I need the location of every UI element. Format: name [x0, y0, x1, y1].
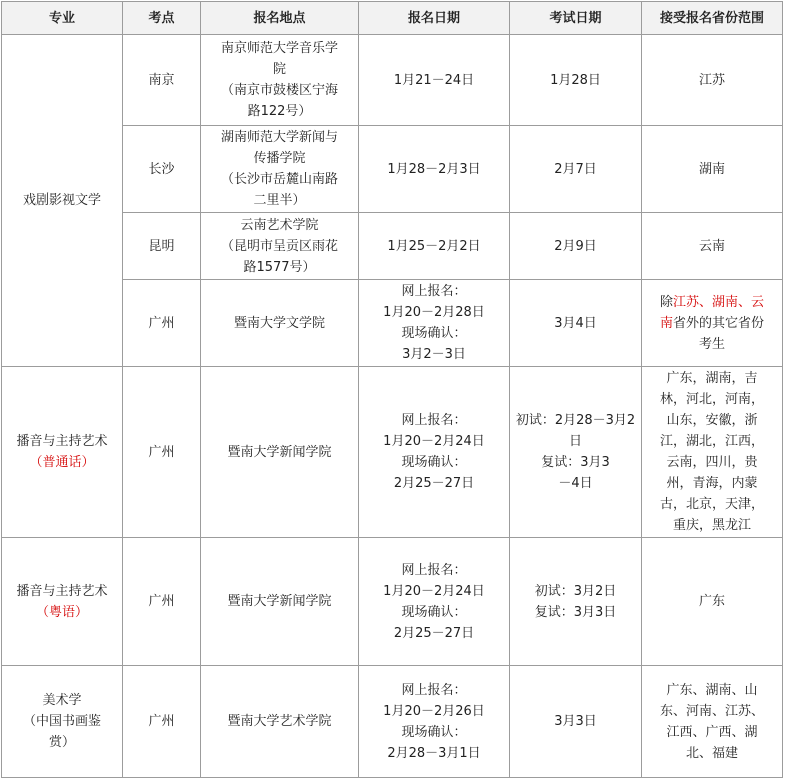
reg-place-line: 暨南大学文学院 — [233, 315, 325, 331]
reg-date-line: 1月28－2月3日 — [387, 161, 481, 177]
provinces-line: 江西、广西、湖 — [666, 724, 758, 740]
reg-date-line: 现场确认： — [401, 326, 467, 341]
site-cell — [123, 538, 201, 666]
reg-place-line: （南京市鼓楼区宁海 — [220, 83, 338, 98]
reg-place-line: 路122号） — [247, 104, 312, 119]
reg-place-cell — [201, 280, 359, 367]
table-row — [2, 538, 783, 666]
header-reg-place: 报名地点 — [201, 2, 359, 35]
reg-date-line: 1月21－24日 — [393, 72, 475, 88]
table-row — [2, 367, 783, 538]
reg-place-line: （昆明市呈贡区雨花 — [220, 238, 338, 254]
major-name: 播音与主持艺术 — [16, 434, 108, 449]
provinces-line: 江苏 — [698, 72, 725, 88]
reg-date-cell — [359, 35, 510, 126]
site-cell — [123, 280, 201, 367]
major-cell — [2, 367, 123, 538]
site-cell — [123, 367, 201, 538]
reg-date-line: 网上报名： — [401, 562, 467, 578]
reg-date-line: 1月20－2月24日 — [383, 434, 485, 449]
site-name: 广州 — [148, 714, 175, 729]
reg-place-line: 院 — [272, 62, 286, 77]
site-name: 长沙 — [148, 161, 175, 177]
exam-date-cell — [510, 35, 642, 126]
provinces-cell — [642, 666, 783, 778]
provinces-line: 广东，湖南，吉 — [666, 371, 758, 386]
site-cell — [123, 213, 201, 280]
site-name: 昆明 — [148, 238, 175, 254]
reg-place-line: 暨南大学新闻学院 — [227, 594, 332, 609]
exam-date-line: 日 — [568, 434, 582, 449]
header-provinces: 接受报名省份范围 — [642, 2, 783, 35]
header-major: 专业 — [2, 2, 123, 35]
exam-date-cell — [510, 367, 642, 538]
provinces-line: 重庆，黑龙江 — [672, 518, 751, 533]
site-name: 南京 — [148, 72, 175, 88]
exam-date-cell — [510, 213, 642, 280]
reg-place-cell — [201, 35, 359, 126]
reg-date-line: 现场确认： — [401, 455, 467, 470]
reg-place-line: 路1577号） — [243, 259, 316, 275]
exam-date-line: 3月3日 — [554, 714, 597, 729]
site-name: 广州 — [148, 594, 175, 609]
reg-date-line: 2月25－27日 — [393, 476, 475, 491]
major-name: 赏） — [48, 735, 75, 750]
reg-place-line: 暨南大学艺术学院 — [227, 714, 332, 729]
provinces-line: 考生 — [698, 336, 725, 352]
reg-place-line: 暨南大学新闻学院 — [227, 444, 332, 460]
major-cell — [2, 538, 123, 666]
reg-place-cell — [201, 213, 359, 280]
provinces-line: 林，河北，河南， — [659, 392, 764, 407]
header-row — [2, 2, 783, 35]
excluded-provinces: 南 — [659, 315, 673, 331]
reg-place-line: （长沙市岳麓山南路 — [220, 172, 338, 187]
reg-date-line: 1月20－2月24日 — [383, 583, 485, 599]
site-cell — [123, 666, 201, 778]
reg-place-line: 传播学院 — [253, 151, 306, 166]
table-row — [2, 666, 783, 778]
provinces-cell — [642, 367, 783, 538]
site-cell — [123, 126, 201, 213]
reg-date-cell — [359, 666, 510, 778]
major-cell — [2, 666, 123, 778]
reg-place-cell — [201, 538, 359, 666]
provinces-cell — [642, 35, 783, 126]
header-exam-date: 考试日期 — [510, 2, 642, 35]
reg-date-line: 现场确认： — [401, 604, 467, 620]
exam-date-line: 3月4日 — [554, 315, 597, 331]
reg-place-line: 南京师范大学音乐学 — [220, 41, 338, 56]
exam-date-line: 初试：3月2日 — [534, 583, 617, 599]
exam-date-cell — [510, 666, 642, 778]
provinces-cell — [642, 280, 783, 367]
header-reg-date: 报名日期 — [359, 2, 510, 35]
provinces-line — [645, 292, 779, 313]
reg-date-line: 网上报名： — [401, 284, 467, 299]
reg-date-cell — [359, 126, 510, 213]
excluded-provinces: 江苏、湖南、云 — [673, 294, 765, 310]
reg-place-cell — [201, 126, 359, 213]
reg-date-cell — [359, 280, 510, 367]
exam-date-line: 复试：3月3日 — [534, 604, 617, 620]
provinces-line: 东、河南、江苏、 — [659, 703, 764, 719]
reg-place-cell — [201, 367, 359, 538]
provinces-cell — [642, 126, 783, 213]
reg-date-line: 3月2－3日 — [402, 347, 466, 362]
exam-date-line: 复试：3月3 — [541, 455, 610, 470]
provinces-line: 湖南 — [698, 161, 725, 177]
reg-date-line: 1月20－2月26日 — [383, 703, 485, 719]
provinces-line: 广东 — [698, 594, 725, 609]
reg-date-line: 1月25－2月2日 — [387, 238, 481, 254]
exam-date-line: －4日 — [558, 476, 593, 491]
major-note: （普通话） — [29, 455, 95, 470]
major-name: （中国书画鉴 — [22, 714, 101, 729]
provinces-line: 古，北京，天津， — [659, 497, 764, 512]
provinces-line: 云南 — [698, 238, 725, 254]
reg-date-line: 现场确认： — [401, 724, 467, 740]
major-note: （粤语） — [35, 604, 88, 620]
provinces-line: 广东、湖南、山 — [666, 682, 758, 698]
provinces-line: 北、福建 — [685, 745, 738, 761]
site-cell — [123, 35, 201, 126]
provinces-line: 云南，四川，贵 — [666, 455, 758, 470]
table-row — [2, 35, 783, 126]
reg-date-line: 网上报名： — [401, 682, 467, 698]
header-site: 考点 — [123, 2, 201, 35]
provinces-line: 山东，安徽，浙 — [666, 413, 758, 428]
reg-date-cell — [359, 538, 510, 666]
exam-date-cell — [510, 538, 642, 666]
provinces-prefix: 除 — [659, 294, 673, 310]
reg-date-cell — [359, 213, 510, 280]
site-name: 广州 — [148, 444, 175, 460]
major-name: 戏剧影视文学 — [22, 193, 101, 208]
provinces-line: 州，青海，内蒙 — [666, 476, 758, 491]
reg-date-line: 1月20－2月28日 — [383, 305, 485, 320]
provinces-cell — [642, 538, 783, 666]
exam-date-line: 1月28日 — [550, 72, 601, 88]
reg-date-line: 2月28－3月1日 — [387, 745, 481, 761]
exam-date-line: 初试：2月28－3月2 — [515, 413, 636, 428]
reg-date-line: 网上报名： — [401, 413, 467, 428]
provinces-line: 江，湖北，江西， — [659, 434, 764, 449]
exam-schedule-table — [1, 1, 783, 778]
exam-date-cell — [510, 126, 642, 213]
exam-date-cell — [510, 280, 642, 367]
exam-date-line: 2月7日 — [554, 161, 597, 177]
major-name: 美术学 — [42, 693, 82, 708]
major-name: 播音与主持艺术 — [16, 583, 108, 599]
reg-date-cell — [359, 367, 510, 538]
exam-date-line: 2月9日 — [554, 238, 597, 254]
reg-place-line: 湖南师范大学新闻与 — [220, 130, 338, 145]
provinces-line — [645, 313, 779, 334]
reg-date-line: 2月25－27日 — [393, 625, 475, 641]
provinces-suffix: 省外的其它省份 — [673, 315, 765, 331]
reg-place-line: 云南艺术学院 — [240, 217, 319, 233]
site-name: 广州 — [148, 315, 175, 331]
reg-place-cell — [201, 666, 359, 778]
major-cell — [2, 35, 123, 367]
provinces-cell — [642, 213, 783, 280]
reg-place-line: 二里半） — [253, 193, 306, 208]
